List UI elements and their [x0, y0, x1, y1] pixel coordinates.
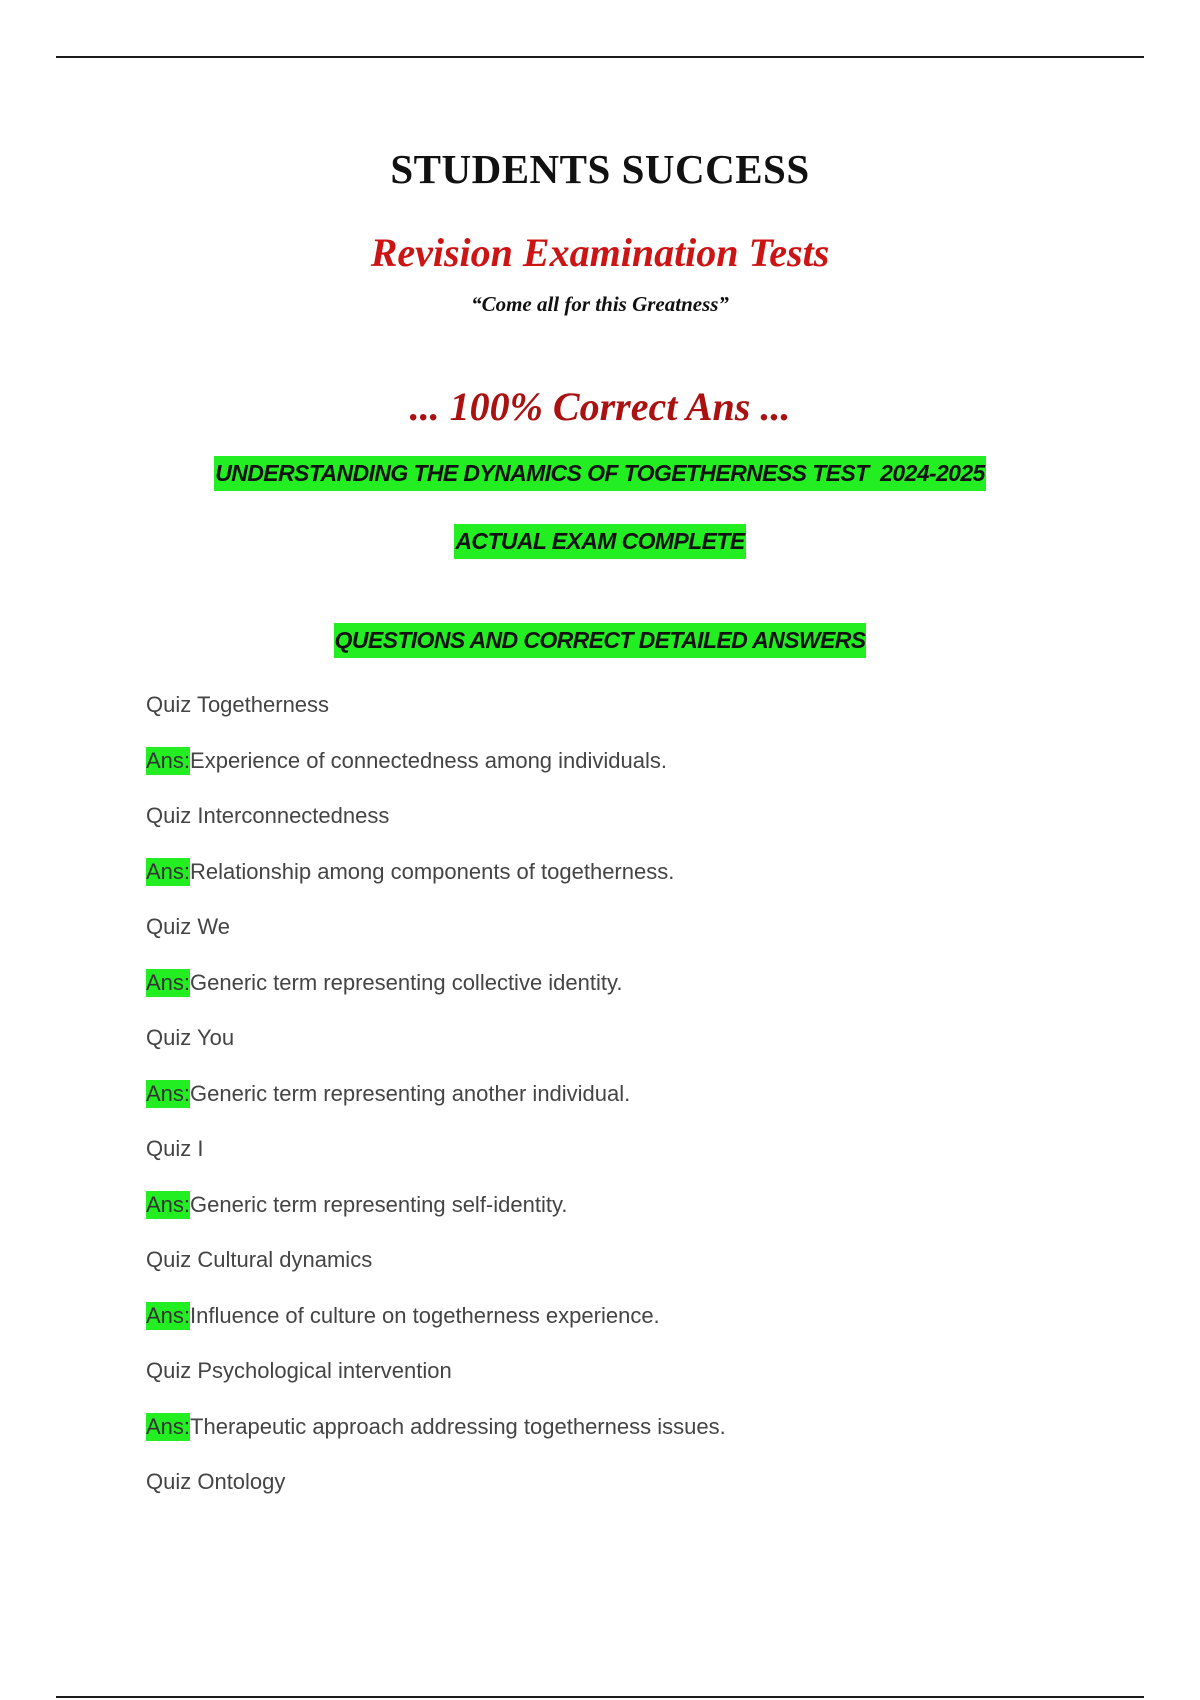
answer-line	[146, 746, 1126, 801]
question-line: Quiz You	[146, 1025, 235, 1050]
answer-label: Ans:	[146, 1081, 191, 1106]
document-title: STUDENTS SUCCESS	[390, 146, 810, 192]
exam-complete-heading	[0, 528, 1200, 555]
answer-text: Generic term representing another individual.	[190, 1081, 631, 1106]
answer-label: Ans:	[146, 1192, 191, 1217]
answer-text: Influence of culture on togetherness experience.	[190, 1303, 660, 1328]
answer-text: Generic term representing self-identity.	[190, 1192, 568, 1217]
answer-line	[146, 1190, 1126, 1245]
answer-line	[146, 1301, 1126, 1356]
question-line: Quiz We	[146, 914, 230, 939]
qa-list	[146, 690, 1126, 1523]
answer-label: Ans:	[146, 859, 191, 884]
question-line: Quiz Ontology	[146, 1469, 286, 1494]
question-line: Quiz Togetherness	[146, 692, 330, 717]
answer-label: Ans:	[146, 1303, 191, 1328]
answer-label: Ans:	[146, 748, 191, 773]
answer-text: Relationship among components of togetherness.	[190, 859, 675, 884]
question-line: Quiz Cultural dynamics	[146, 1247, 373, 1272]
answer-label: Ans:	[146, 1414, 191, 1439]
answer-line	[146, 968, 1126, 1023]
answer-line	[146, 857, 1126, 912]
answer-line	[146, 1412, 1126, 1467]
answer-text: Experience of connectedness among individuals.	[190, 748, 667, 773]
answer-text: Generic term representing collective identity.	[190, 970, 623, 995]
test-title-text: UNDERSTANDING THE DYNAMICS OF TOGETHERNESS TEST 2024-2025	[214, 456, 986, 491]
question-line: Quiz Interconnectedness	[146, 803, 390, 828]
question-line: Quiz Psychological intervention	[146, 1358, 452, 1383]
bottom-rule	[56, 1696, 1144, 1698]
document-subtitle: Revision Examination Tests	[370, 230, 830, 275]
questions-answers-heading	[0, 627, 1200, 654]
answer-text: Therapeutic approach addressing togetherness issues.	[190, 1414, 726, 1439]
correct-answers-banner: ... 100% Correct Ans ...	[409, 384, 791, 429]
exam-complete-text: ACTUAL EXAM COMPLETE	[454, 524, 745, 559]
answer-line	[146, 1079, 1126, 1134]
test-title-heading	[0, 460, 1200, 487]
answer-label: Ans:	[146, 970, 191, 995]
questions-answers-text: QUESTIONS AND CORRECT DETAILED ANSWERS	[334, 623, 867, 658]
slogan: “Come all for this Greatness”	[471, 292, 729, 316]
question-line: Quiz I	[146, 1136, 204, 1161]
top-rule	[56, 56, 1144, 58]
